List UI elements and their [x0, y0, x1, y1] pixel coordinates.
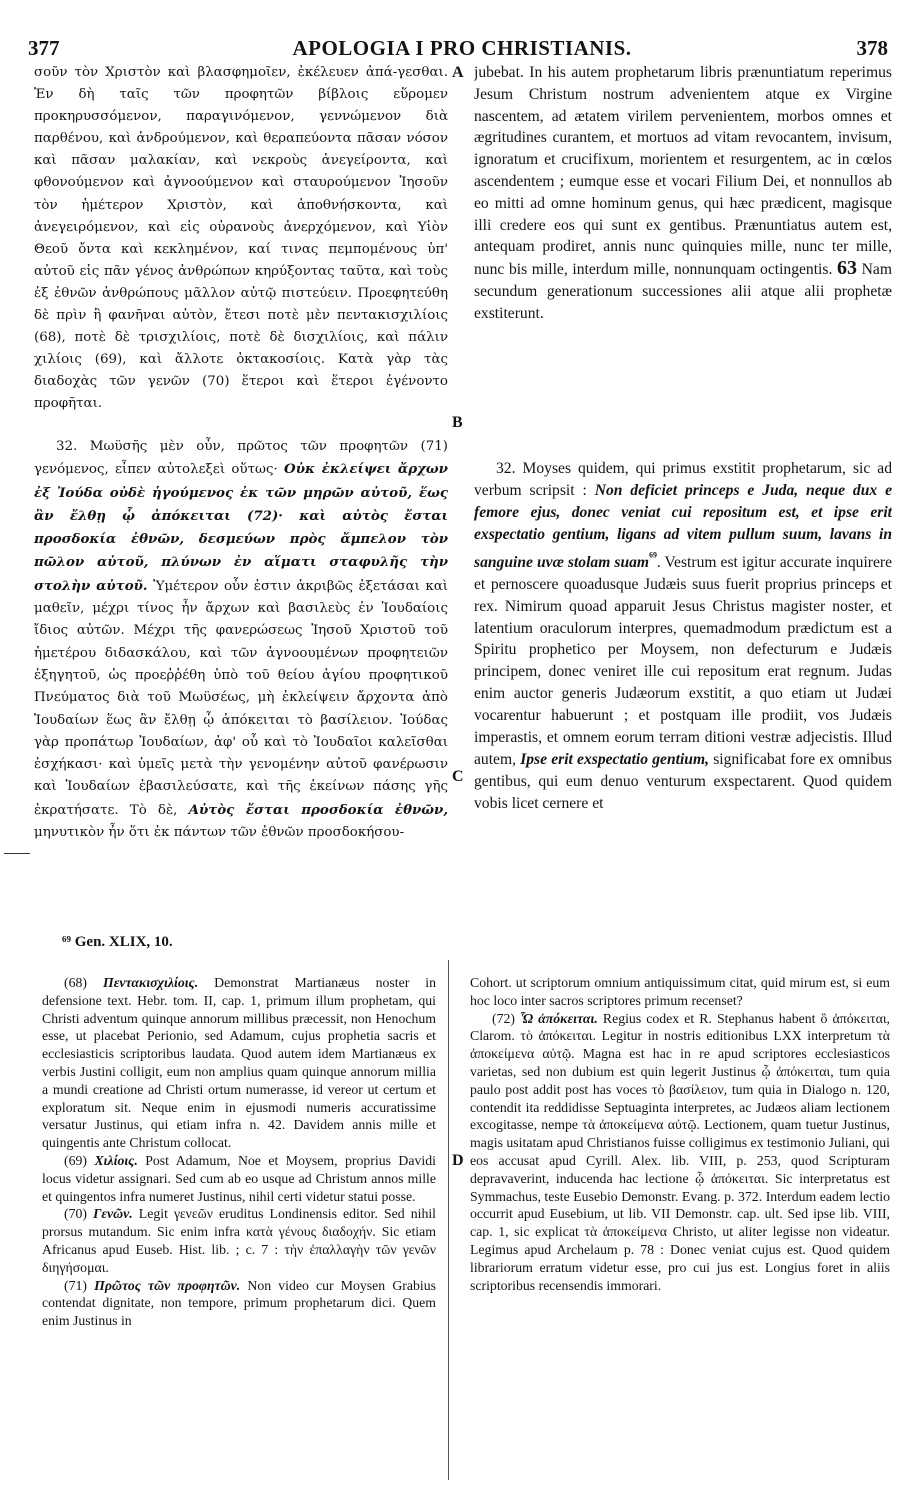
- running-title: APOLOGIA I PRO CHRISTIANIS.: [292, 36, 632, 60]
- note-number: (68): [64, 975, 87, 990]
- margin-letter-d: D: [452, 1152, 464, 1169]
- notes-divider: [448, 960, 449, 1480]
- note-lemma: Ὧ ἀπόκειται.: [520, 1010, 598, 1026]
- note-lemma: Χιλίοις.: [94, 1152, 138, 1168]
- note-item: [42, 974, 436, 1152]
- notes-right-column: [470, 974, 890, 1496]
- note-text: Legit γενεῶν eruditus Londinensis editor. Sed nihil prorsus mutandum. Sic enim infra κατὰ γένους διαδοχήν. Sic etiam Africanus apud Euseb. Hist. lib. ; c. 7 : τὴν ἐπαλλαγὴν τῶν γενῶν διηγήσομαι.: [42, 1206, 436, 1275]
- latin-intro: 32. Moyses quidem, qui primus exstitit prophetarum, sic ad verbum scripsit :: [474, 460, 892, 499]
- note-item: [42, 1205, 436, 1276]
- footnote: ⁶⁹ Gen. XLIX, 10.: [62, 934, 173, 950]
- greek-end: μηνυτικὸν ἦν ὅτι ἐκ πάντων τῶν ἐθνῶν προσδοκήσου-: [34, 825, 405, 841]
- greek-column-top: [34, 62, 448, 424]
- latin-paragraph: [474, 62, 892, 325]
- latin-body: . Vestrum est igitur accurate inquirere et pernoscere quoadusque Judæis suus fuerit proprius princeps et rex. Nimirum quoad apparuit Jesus Christus magister noster, et latentium oraculorum interpres, quemadmodum prædictum est a Spiritu prophetico per Moysem, non defecturum e Judæis principem, donec veniret ille cui repositum erat regnum. Judas enim auctor generis Judæorum exstitit, a quo etiam ut Judæi vocarentur habuerunt ; et postquam ille prodiit, vos Judæis imperastis, et omnem eorum terram ditioni vestræ adjecistis. Illud autem,: [474, 553, 892, 768]
- note-lemma: Πεντακισχιλίοις.: [102, 975, 199, 990]
- note-lemma: Πρῶτος τῶν προφητῶν.: [94, 1277, 241, 1293]
- note-text: Demonstrat Martianæus noster in defensione text. Hebr. tom. II, cap. 1, primum illum prophetam, qui Christi adventum quinque annorum millibus præcessit, non Henochum esse, ut placebat Perionio, sed Adamum, cujus prophetia sacris et ecclesiasticis scriptoribus laudata. Quod autem idem Martianæus ex verbis Justini colligit, eum non amplius quam quinque annorum millia a mundi creatione ad Christi ortum numerasse, id vereor ut certum et exploratum sit. Neque enim in ejusmodi numeris accuratissime versatur Justinus, qui etiam infra n. 42. Davidem annis mille et quingentis ante Christum collocat.: [42, 975, 436, 1151]
- page-number-right: 378: [856, 36, 888, 60]
- margin-letter-a: A: [452, 64, 464, 81]
- latin-text: jubebat. In his autem prophetarum libris prænuntiatum reperimus Jesum Christum nostrum advenientem atque ex Virgine nascentem, ad ætatem virilem pervenientem, morbos omnes et ægritudines curantem, et mortuos ad vitam revocantem, invisum, ignoratum et crucifixum, morientem et resurgentem, ac in cœlos ascendentem ; eumque esse et vocari Filium Dei, et nonnullos ab eo mitti ad omne hominum genus, qui hæc prædicent, magisque illi credere eos qui sunt ex gentibus. Prænuntiatus autem est, antequam prodiret, annis nunc quinquies mille, nunc ter mille, nunc bis mille, interdum mille, nonnunquam octingentis.: [474, 64, 892, 279]
- latin-section-paragraph: [474, 458, 892, 815]
- greek-column-section-32: [34, 436, 448, 920]
- greek-quote-2: Αὐτὸς ἔσται προσδοκία ἐθνῶν,: [188, 801, 448, 818]
- greek-body: Ὑμέτερον οὖν ἐστιν ἀκριβῶς ἐξετάσαι καὶ μαθεῖν, μέχρι τίνος ἦν ἄρχων καὶ βασιλεὺς ἐν Ἰουδαίοις ἴδιος αὐτῶν. Μέχρι τῆς φανερώσεως Ἰησοῦ Χριστοῦ τοῦ ἡμετέρου διδασκάλου, καὶ τῶν ἀγνοουμένων προφητειῶν ἐξηγητοῦ, ὡς προεῤῥέθη ὑπὸ τοῦ θείου ἁγίου προφητικοῦ Πνεύματος διὰ τοῦ Μωϋσέως, μὴ ἐκλείψειν ἄρχοντα ἀπὸ Ἰουδαίων ἕως ἂν ἔλθῃ ᾧ ἀπόκειται τὸ βασίλειον. Ἰούδας γὰρ προπάτωρ Ἰουδαίων, ἀφ' οὗ καὶ τὸ Ἰουδαῖοι καλεῖσθαι ἐσχήκασι· καὶ ὑμεῖς μετὰ τὴν γενομένην αὐτοῦ φανέρωσιν καὶ Ἰουδαίων ἐβασιλεύσατε, καὶ τῆς ἐκείνων πάσης γῆς ἐκρατήσατε. Τὸ δὲ,: [34, 578, 448, 818]
- notes-left-column: [42, 974, 436, 1496]
- note-number: (69): [64, 1152, 87, 1168]
- footnote-marker: ⁶⁹: [649, 548, 657, 564]
- margin-mark: [4, 853, 30, 854]
- column-number: 63: [837, 257, 858, 280]
- note-item: [470, 1010, 890, 1295]
- greek-paragraph: σοῦν τὸν Χριστὸν καὶ βλασφημοῖεν, ἐκέλευεν ἀπά-γεσθαι. Ἐν δὴ ταῖς τῶν προφητῶν βίβλοις εὕρομεν προκηρυσσόμενον, παραγινόμενον, γεννώμενον διὰ παρθένου, καὶ ἀνδρούμενον, καὶ θεραπεύοντα πᾶσαν νόσον καὶ πᾶσαν μαλακίαν, καὶ νεκροὺς ἀνεγείροντα, καὶ φθονούμενον καὶ ἀγνοούμενον καὶ σταυρούμενον Ἰησοῦν τὸν ἡμέτερον Χριστὸν, καὶ ἀποθνήσκοντα, καὶ ἀνεγειρόμενον, καὶ εἰς οὐρανοὺς ἀνερχόμενον, καὶ Υἱὸν Θεοῦ ὄντα καὶ κεκλημένον, καί τινας πεμπομένους ὑπ' αὐτοῦ εἰς πᾶν γένος ἀνθρώπων κηρύξοντας ταῦτα, καὶ τοὺς ἐξ ἐθνῶν ἀνθρώπους μᾶλλον αὐτῷ πιστεύειν. Προεφητεύθη δὲ πρὶν ἢ φανῆναι αὐτὸν, ἔτεσι ποτὲ μὲν πεντακισχιλίοις (68), ποτὲ δὲ τρισχιλίοις, ποτὲ δὲ δισχιλίοις, καὶ πάλιν χιλίοις (69), καὶ ἄλλοτε ὀκτακοσίοις. Κατὰ γὰρ τὰς διαδοχὰς τῶν γενῶν (70) ἕτεροι καὶ ἕτεροι ἐγένοντο προφῆται.: [34, 65, 448, 412]
- note-text: Post Adamum, Noe et Moysem, proprius Davidi locus videtur assignari. Sed cum ab eo usque ad Christum annos mille et quingentos infra numeret Justinus, nihil certi videtur statui posse.: [42, 1152, 436, 1204]
- note-text: Regius codex et R. Stephanus habent ὃ ἀπόκειται, Clarom. τὸ ἀπόκειται. Legitur in nostris editionibus LXX interpretum τὰ ἀποκείμενα αὐτῷ. Magna est hac in re apud scriptores ecclesiasticos varietas, sed non dubium est quin legerit Justinus ᾧ ἀπόκειται, tum quia paulo post addit post has voces τὸ βασίλειον, tum quia in Dialogo n. 120, contendit ita reddidisse Septuaginta interpretes, ac Judæos aliam lectionem excogitasse, nempe τὰ ἀποκείμενα αὐτῷ. Lectionem, quam tuetur Justinus, magis usitatam apud Christianos fuisse colligimus ex testimonio Juliani, qui eos accusat apud Cyrill. Alex. lib. VIII, p. 253, quod Scripturam depravaverint, inducenda hac lectione ᾧ ἀπόκειται. Sic interpretatus est Symmachus, teste Eusebio Demonstr. Evang. p. 372. Interdum eadem lectio occurrit apud Eusebium, ut lib. VII Demonstr. cap. ult. Sed ipse lib. VIII, cap. 1, sic explicat τὰ ἀποκείμενα Christo, ut aliter legisse non videatur. Legimus apud Archelaum p. 78 : Donec veniat cujus est. Quod quidem librariorum erratum videtur esse, pro cui jus est. Longius foret in aliis scriptoribus recensendis immorari.: [470, 1010, 890, 1293]
- note-number: (70): [64, 1206, 87, 1222]
- margin-letter-c: C: [452, 768, 464, 785]
- note-item: [470, 974, 890, 1010]
- latin-column-top: [474, 62, 892, 416]
- latin-column-section-32: [474, 458, 892, 918]
- note-item: [42, 1277, 436, 1330]
- latin-quote-2: Ipse erit exspectatio gentium,: [520, 750, 709, 768]
- note-number: (71): [64, 1277, 87, 1293]
- note-item: [42, 1152, 436, 1205]
- margin-letter-b: B: [452, 414, 463, 431]
- note-text: Cohort. ut scriptorum omnium antiquissimum citat, quid mirum est, si eum hoc loco inter sacros scriptores primum recenset?: [470, 975, 890, 1008]
- note-number: (72): [492, 1010, 515, 1026]
- note-lemma: Γενῶν.: [93, 1206, 133, 1222]
- latin-text-after: Nam secundum generationum successiones alii atque alii prophetæ exstiterunt.: [474, 261, 892, 322]
- note-text: Non video cur Moysen Grabius contendat dignitate, non tempore, primum prophetarum dici. Quem enim Justinus in: [42, 1277, 436, 1329]
- greek-quote: Οὐκ ἐκλείψει ἄρχων ἐξ Ἰούδα οὐδὲ ἡγούμενος ἐκ τῶν μηρῶν αὐτοῦ, ἕως ἂν ἔλθῃ ᾧ ἀπόκειται (72)· καὶ αὐτὸς ἔσται προσδοκία ἐθνῶν, δεσμεύων πρὸς ἄμπελον τὸν πῶλον αὐτοῦ, πλύνων ἐν αἵματι σταφυλῆς τὴν στολὴν αὐτοῦ.: [34, 461, 448, 594]
- page-number-left: 377: [28, 36, 60, 60]
- greek-section-paragraph: [34, 436, 448, 844]
- greek-intro: 32. Μωϋσῆς μὲν οὖν, πρῶτος τῶν προφητῶν (71) γενόμενος, εἶπεν αὐτολεξεὶ οὕτως·: [34, 439, 448, 478]
- latin-quote: Non deficiet princeps e Juda, neque dux e femore ejus, donec veniat cui repositum est, et ipse erit exspectatio gentium, ligans ad vitem pullum suum, lavans in sanguine uvæ stolam suam: [474, 481, 892, 571]
- latin-end: significabat fore ex omnibus gentibus, qui eum denuo venturum exspectarent. Quod quidem vobis licet cernere et: [474, 750, 892, 812]
